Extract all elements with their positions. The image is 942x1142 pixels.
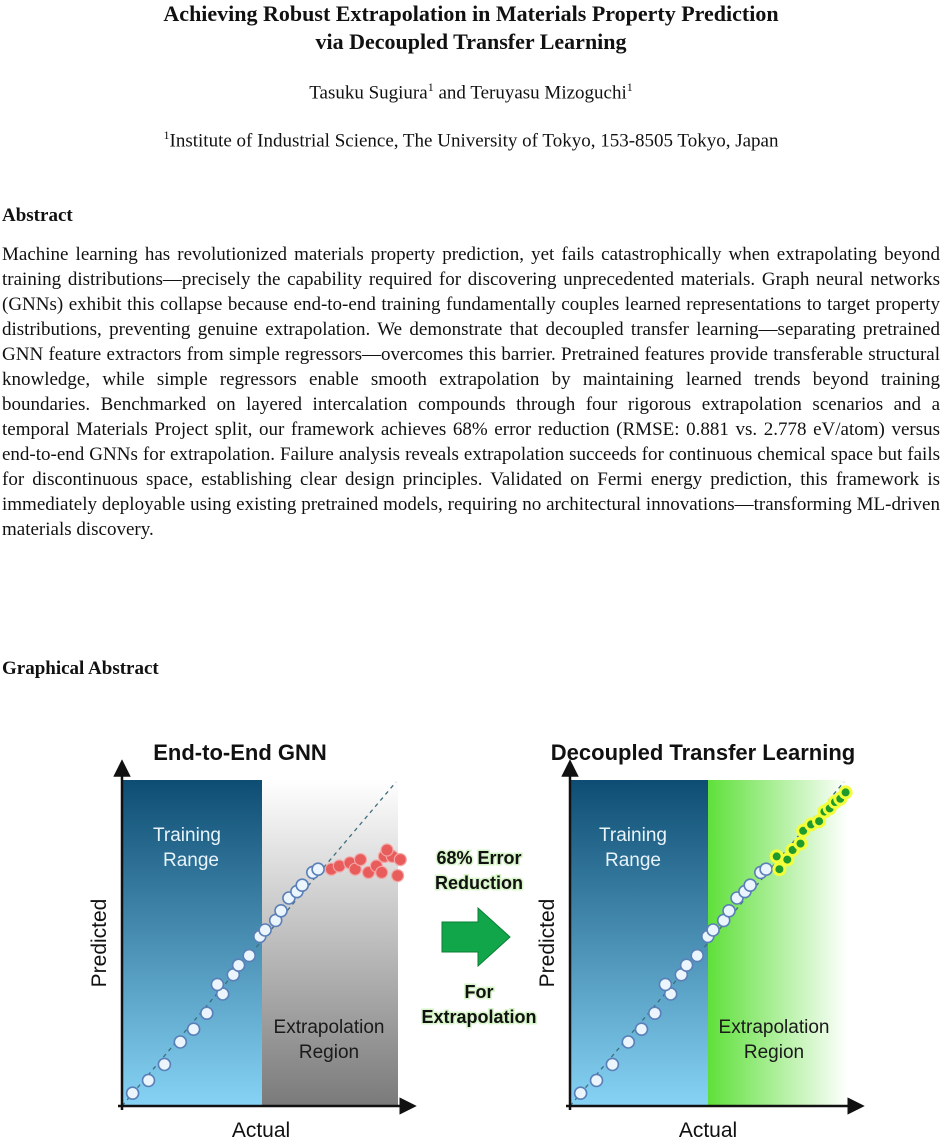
left-extrapolation-point-11	[392, 870, 404, 882]
left-training-point-2	[158, 1058, 170, 1070]
left-x-axis-label: Actual	[231, 1119, 291, 1142]
left-training-point-1	[143, 1074, 155, 1086]
right-y-axis-label: Predicted	[536, 898, 559, 988]
left-training-point-17	[296, 879, 308, 891]
right-panel-title: Decoupled Transfer Learning	[550, 740, 856, 765]
author-1: Tasuku Sugiura	[309, 82, 428, 104]
graphical-abstract-figure	[80, 730, 890, 1142]
right-training-point-3	[622, 1036, 634, 1048]
title-line-1: Achieving Robust Extrapolation in Materials Property Prediction	[163, 1, 779, 26]
author-join: and	[438, 82, 466, 104]
abstract-text: Machine learning has revolutionized materials property prediction, yet fails catastrophically when extrapolating beyond training distributions—precisely the capability required for discovering unprecedented materials. Graph neural networks (GNNs) exhibit this collapse because end-to-end training fundamentally couples learned representations to target property distributions, preventing genuine extrapolation. We demonstrate that decoupled transfer learning—separating pretrained GNN feature extractors from simple regressors—overcomes this barrier. Pretrained features provide transferable structural knowledge, while simple regressors enable smooth extrapolation by maintaining learned trends beyond training boundaries. Benchmarked on layered intercalation compounds through four rigorous extrapolation scenarios and a temporal Materials Project split, our framework achieves 68% error reduction (RMSE: 0.881 vs. 2.778 eV/atom) versus end-to-end GNNs for extrapolation. Failure analysis reveals extrapolation succeeds for continuous chemical space but fails for discontinuous space, establishing clear design principles. Validated on Fermi energy prediction, this framework is immediately deployable using existing pretrained models, requiring no architectural innovations—transforming ML-driven materials discovery.	[2, 244, 940, 540]
left-panel	[88, 740, 408, 1142]
arrow-right-icon	[442, 908, 510, 966]
left-training-point-14	[275, 905, 287, 917]
arrow-top-label-1: 68% Error	[436, 848, 522, 868]
left-extrapolation-point-8	[376, 866, 388, 878]
arrow-bottom-label-1: For	[464, 982, 494, 1002]
right-extrapolation-label-2: Region	[743, 1042, 805, 1063]
left-extrapolation-point-4	[355, 854, 367, 866]
left-training-point-10	[243, 950, 255, 962]
left-training-point-5	[201, 1007, 213, 1019]
abstract-heading: Abstract	[2, 205, 73, 226]
author-1-affiliation-mark: 1	[427, 80, 434, 94]
left-training-point-3	[174, 1036, 186, 1048]
arrow-top-label-2: Reduction	[435, 873, 523, 893]
left-y-axis-label: Predicted	[88, 898, 111, 988]
left-training-label-1: Training	[153, 825, 221, 846]
right-training-point-17	[744, 879, 756, 891]
authors	[0, 80, 942, 104]
right-panel	[536, 740, 856, 1142]
arrow-bottom-label-2: Extrapolation	[421, 1007, 537, 1027]
left-training-point-12	[259, 924, 271, 936]
right-training-point-7	[659, 978, 671, 990]
affiliation-text: Institute of Industrial Science, The University of Tokyo, 153-8505 Tokyo, Japan	[169, 130, 779, 152]
right-extrapolation-point-0	[774, 864, 785, 875]
left-extrapolation-label-2: Region	[298, 1042, 360, 1063]
title-line-2: via Decoupled Transfer Learning	[315, 29, 627, 54]
center-arrow-group	[421, 848, 536, 1027]
left-training-point-4	[188, 1023, 200, 1035]
right-extrapolation-label-1: Extrapolation	[718, 1017, 830, 1038]
right-training-point-12	[707, 924, 719, 936]
right-training-point-14	[723, 905, 735, 917]
left-extrapolation-label-1: Extrapolation	[273, 1017, 385, 1038]
right-x-axis-label: Actual	[678, 1119, 738, 1142]
paper-title	[0, 0, 942, 56]
author-2: Teruyasu Mizoguchi	[470, 82, 627, 104]
right-training-point-1	[591, 1074, 603, 1086]
left-panel-title: End-to-End GNN	[153, 740, 327, 765]
right-extrapolation-point-12	[840, 787, 851, 798]
right-training-point-4	[636, 1023, 648, 1035]
right-training-point-5	[649, 1007, 661, 1019]
right-training-point-0	[575, 1087, 587, 1099]
left-training-point-19	[312, 863, 324, 875]
right-training-label-1: Training	[599, 825, 667, 846]
left-extrapolation-point-10	[394, 854, 406, 866]
right-training-point-2	[606, 1058, 618, 1070]
affiliation	[0, 128, 942, 152]
right-training-point-19	[760, 863, 772, 875]
left-training-point-9	[233, 959, 245, 971]
left-training-label-2: Range	[163, 850, 219, 871]
right-extrapolation-point-4	[795, 838, 806, 849]
right-training-point-10	[691, 950, 703, 962]
left-extrapolation-point-12	[381, 844, 393, 856]
right-training-point-9	[681, 959, 693, 971]
graphical-abstract-heading: Graphical Abstract	[2, 658, 159, 679]
right-training-label-2: Range	[605, 850, 661, 871]
author-2-affiliation-mark: 1	[626, 80, 633, 94]
left-training-point-7	[211, 978, 223, 990]
affiliation-mark: 1	[163, 128, 170, 142]
left-training-point-0	[127, 1087, 139, 1099]
